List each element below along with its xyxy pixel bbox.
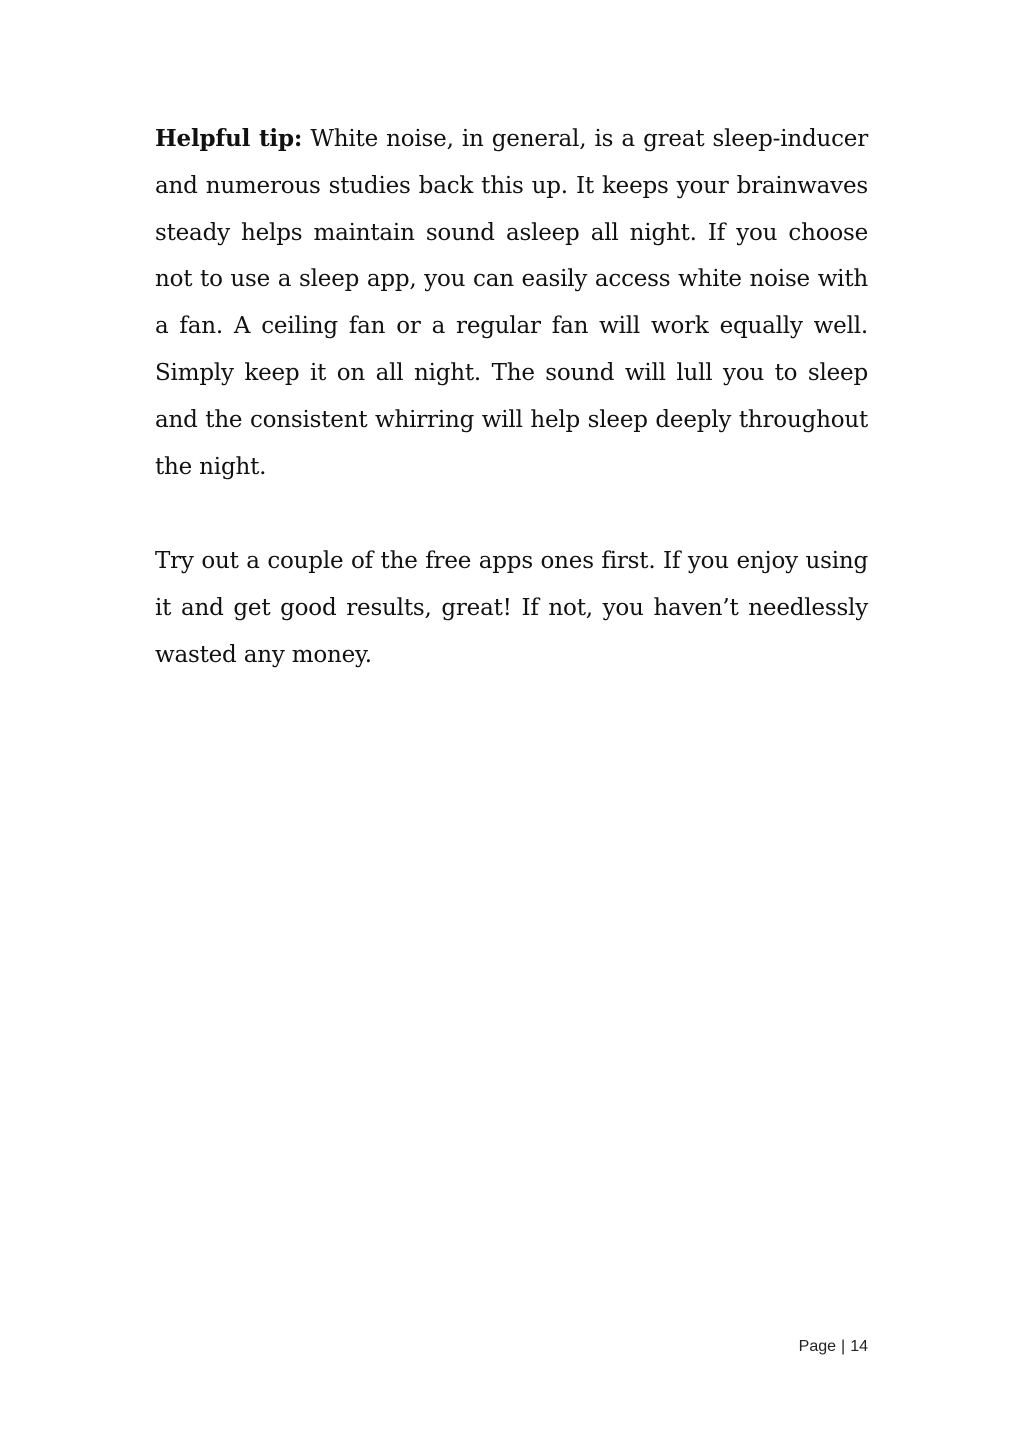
helpful-tip-label: Helpful tip: (155, 125, 303, 152)
helpful-tip-text: White noise, in general, is a great sleep-inducer and numerous studies back this up. It keeps your brainwaves steady helps maintain sound asleep all night. If you choose not to use a sleep app, you can easily access white noise with a fan. A ceiling fan or a regular fan will work equally well. Simply keep it on all night. The sound will lull you to sleep and the consistent whirring will help sleep deeply throughout the night. (155, 126, 868, 480)
page-label: Page (798, 1338, 837, 1355)
page-footer (799, 1338, 868, 1356)
page-number: 14 (850, 1338, 868, 1355)
apps-advice-paragraph: Try out a couple of the free apps ones first. If you enjoy using it and get good results, great! If not, you haven’t needlessly wasted any money. (155, 548, 868, 668)
helpful-tip-paragraph (155, 116, 868, 490)
page-separator: | (841, 1338, 846, 1355)
